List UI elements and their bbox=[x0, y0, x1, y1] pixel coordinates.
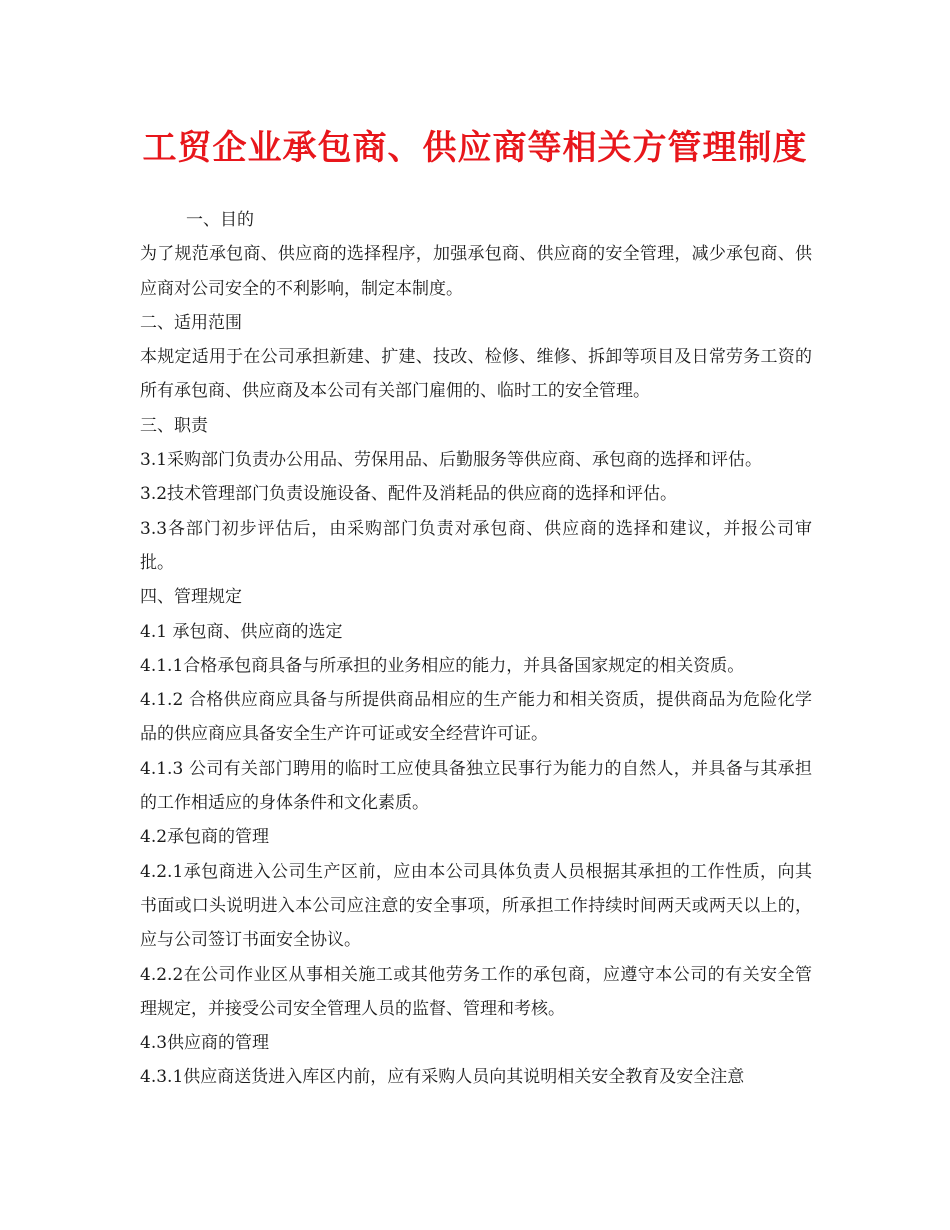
clause-4-1-3: 4.1.3 公司有关部门聘用的临时工应使具备独立民事行为能力的自然人，并具备与其承担的工作相适应的身体条件和文化素质。 bbox=[140, 758, 812, 814]
clause-4-2-2: 4.2.2在公司作业区从事相关施工或其他劳务工作的承包商，应遵守本公司的有关安全管理规定，并接受公司安全管理人员的监督、管理和考核。 bbox=[140, 964, 812, 1019]
document-title: 工贸企业承包商、供应商等相关方管理制度 bbox=[142, 128, 808, 168]
paragraph-scope: 本规定适用于在公司承担新建、扩建、技改、检修、维修、拆卸等项目及日常劳务工资的所有承包商、供应商及本公司有关部门雇佣的、临时工的安全管理。 bbox=[140, 347, 812, 402]
clause-4-3: 4.3供应商的管理 bbox=[140, 1033, 270, 1054]
clause-3-3: 3.3各部门初步评估后，由采购部门负责对承包商、供应商的选择和建议，并报公司审批。 bbox=[140, 518, 812, 573]
clause-4-1-1: 4.1.1合格承包商具备与所承担的业务相应的能力，并具备国家规定的相关资质。 bbox=[140, 655, 745, 676]
section-heading-rules: 四、管理规定 bbox=[140, 587, 242, 608]
document-body bbox=[140, 203, 812, 1095]
clause-3-1: 3.1采购部门负责办公用品、劳保用品、后勤服务等供应商、承包商的选择和评估。 bbox=[140, 450, 763, 471]
section-heading-scope: 二、适用范围 bbox=[140, 312, 242, 333]
section-heading-duties: 三、职责 bbox=[140, 415, 208, 436]
section-heading-purpose: 一、目的 bbox=[186, 210, 254, 230]
paragraph-purpose: 为了规范承包商、供应商的选择程序，加强承包商、供应商的安全管理，减少承包商、供应商对公司安全的不利影响，制定本制度。 bbox=[140, 244, 812, 299]
clause-4-2-1: 4.2.1承包商进入公司生产区前，应由本公司具体负责人员根据其承担的工作性质，向其书面或口头说明进入本公司应注意的安全事项，所承担工作持续时间两天或两天以上的，应与公司签订书面安全协议。 bbox=[140, 861, 812, 951]
clause-4-2: 4.2承包商的管理 bbox=[140, 827, 270, 848]
clause-4-3-1: 4.3.1供应商送货进入库区内前，应有采购人员向其说明相关安全教育及安全注意 bbox=[140, 1067, 745, 1088]
clause-3-2: 3.2技术管理部门负责设施设备、配件及消耗品的供应商的选择和评估。 bbox=[140, 484, 678, 505]
clause-4-1: 4.1 承包商、供应商的选定 bbox=[140, 621, 343, 642]
clause-4-1-2: 4.1.2 合格供应商应具备与所提供商品相应的生产能力和相关资质，提供商品为危险化学品的供应商应具备安全生产许可证或安全经营许可证。 bbox=[140, 690, 812, 745]
